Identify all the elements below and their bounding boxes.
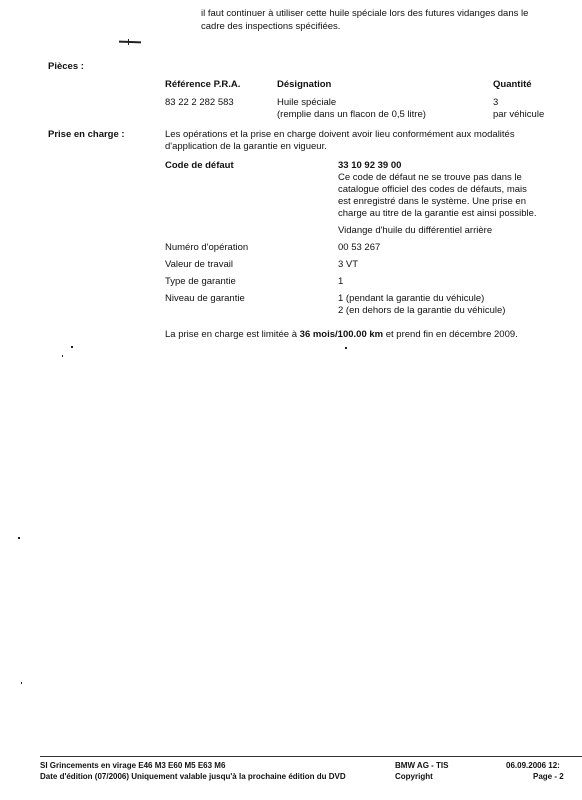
- limit-text: La prise en charge est limitée à 36 mois/100.00 km et prend fin en décembre 2009.: [165, 329, 518, 340]
- col-header-quantite: Quantité: [493, 79, 532, 90]
- code-note-line-4: charge au titre de la garantie est ainsi possible.: [338, 208, 537, 219]
- intro-line-2: cadre des inspections spécifiées.: [201, 21, 341, 32]
- num-operation-label: Numéro d'opération: [165, 242, 249, 253]
- scan-mark: [345, 347, 347, 349]
- code-note-line-1: Ce code de défaut ne se trouve pas dans le: [338, 172, 522, 183]
- scan-mark: [18, 537, 20, 539]
- reference-value: 83 22 2 282 583: [165, 97, 234, 108]
- niveau-garantie-label: Niveau de garantie: [165, 293, 245, 304]
- valeur-travail-value: 3 VT: [338, 259, 359, 270]
- code-note-line-3: est enregistré dans le système. Une prise en: [338, 196, 526, 207]
- designation-line-1: Huile spéciale: [277, 97, 337, 108]
- footer-center-line-2: Copyright: [395, 772, 433, 781]
- quantite-line-1: 3: [493, 97, 499, 108]
- scan-mark: [71, 346, 73, 348]
- designation-line-2: (remplie dans un flacon de 0,5 litre): [277, 109, 426, 120]
- footer-rule: [40, 756, 582, 757]
- niveau-garantie-value-1: 1 (pendant la garantie du véhicule): [338, 293, 485, 304]
- scan-mark: [119, 41, 141, 44]
- prise-text-line-2: d'application de la garantie en vigueur.: [165, 141, 327, 152]
- type-garantie-value: 1: [338, 276, 344, 287]
- quantite-line-2: par véhicule: [493, 109, 545, 120]
- footer-right-line-2: Page - 2: [533, 772, 564, 781]
- num-operation-value: 00 53 267: [338, 242, 381, 253]
- scan-mark: [21, 682, 22, 684]
- valeur-travail-label: Valeur de travail: [165, 259, 233, 270]
- type-garantie-label: Type de garantie: [165, 276, 236, 287]
- footer-center-line-1: BMW AG - TIS: [395, 761, 449, 770]
- niveau-garantie-value-2: 2 (en dehors de la garantie du véhicule): [338, 305, 506, 316]
- code-note-line-2: catalogue officiel des codes de défauts, mais: [338, 184, 527, 195]
- pieces-heading: Pièces :: [48, 61, 84, 72]
- footer-left-line-2: Date d'édition (07/2006) Uniquement valable jusqu'à la prochaine édition du DVD: [40, 772, 346, 781]
- code-value: 33 10 92 39 00: [338, 160, 402, 171]
- col-header-reference: Référence P.R.A.: [165, 79, 241, 90]
- scan-mark: [62, 355, 63, 357]
- prise-text-line-1: Les opérations et la prise en charge doivent avoir lieu conformément aux modalités: [165, 129, 515, 140]
- prise-heading: Prise en charge :: [48, 129, 125, 140]
- operation-title: Vidange d'huile du différentiel arrière: [338, 225, 493, 236]
- col-header-designation: Désignation: [277, 79, 332, 90]
- footer-right-line-1: 06.09.2006 12:: [506, 761, 560, 770]
- scan-mark: [128, 39, 129, 45]
- footer-left-line-1: SI Grincements en virage E46 M3 E60 M5 E63 M6: [40, 761, 226, 770]
- intro-line-1: il faut continuer à utiliser cette huile spéciale lors des futures vidanges dans le: [201, 8, 529, 19]
- code-label: Code de défaut: [165, 160, 234, 171]
